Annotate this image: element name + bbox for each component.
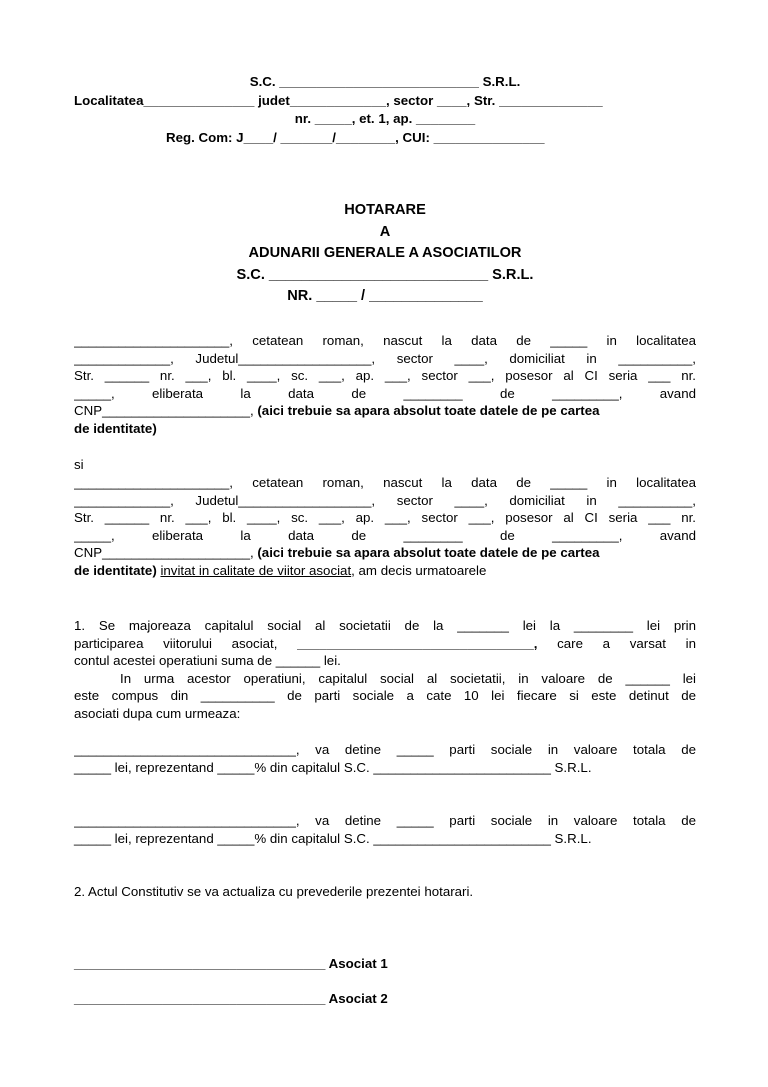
title-line-5: NR. _____ / ______________ [287, 288, 483, 304]
signature-label-2: Asociat 2 [328, 991, 388, 1006]
article-1-line-1: 1. Se majoreaza capitalul social al societatii de la _______ lei la ________ lei prin [74, 618, 696, 633]
shareholder-2-paragraph [74, 812, 696, 847]
shareholder-1-paragraph [74, 741, 696, 776]
header-registration-line: Reg. Com: J____/ _______/________, CUI: _______________ [166, 130, 545, 145]
title-line-1: HOTARARE [344, 202, 426, 218]
article-1-payment: care a varsat in [537, 635, 696, 651]
person-1-line-1: _____________________, cetatean roman, nascut la data de _____ in localitatea [74, 333, 696, 348]
article-1-paragraph [74, 617, 696, 723]
shareholder-2-line-1: ______________________________, va detine _____ parti sociale in valoare totala de [74, 813, 696, 828]
header-address-line: Localitatea_______________ judet_____________, sector ____, Str. ______________ [74, 93, 603, 108]
title-line-3: ADUNARII GENERALE A ASOCIATILOR [248, 245, 522, 261]
person-2-note: (aici trebuie sa apara absolut toate datele de pe cartea [257, 545, 600, 561]
article-1-new-associate-blank: ________________________________, [297, 635, 538, 651]
person-2-line-6 [74, 562, 696, 580]
person-2-line-1: _____________________, cetatean roman, nascut la data de _____ in localitatea [74, 475, 696, 490]
person-2-invited-text: invitat in calitate de viitor asociat [160, 562, 352, 578]
connector-text: si [74, 457, 84, 472]
person-1-cnp: CNP____________________, [74, 403, 258, 419]
person-1-line-6 [74, 420, 696, 438]
person-1-note: (aici trebuie sa apara absolut toate datele de pe cartea [257, 403, 600, 419]
document-title [74, 200, 696, 308]
shareholder-1-line-1: ______________________________, va detine _____ parti sociale in valoare totala de [74, 742, 696, 757]
person-2-paragraph [74, 474, 696, 580]
person-1-line-4: _____, eliberata la data de ________ de _________, avand [74, 385, 696, 401]
article-1-participation: participarea viitorului asociat, [74, 635, 298, 651]
article-1-line-2 [74, 635, 696, 653]
article-1-line-4: In urma acestor operatiuni, capitalul social al societatii, in valoare de ______ lei [120, 670, 696, 686]
person-1-note-end: de identitate) [74, 420, 157, 436]
header-company-line: S.C. ___________________________ S.R.L. [249, 74, 521, 89]
person-2-line-4: _____, eliberata la data de ________ de _________, avand [74, 527, 696, 543]
person-1-line-3: Str. ______ nr. ___, bl. ____, sc. ___, ap. ___, sector ___, posesor al CI seria ___ nr. [74, 368, 696, 384]
person-2-line-3: Str. ______ nr. ___, bl. ____, sc. ___, ap. ___, sector ___, posesor al CI seria ___ nr. [74, 510, 696, 526]
person-2-cnp: CNP____________________, [74, 545, 258, 561]
article-1-line-5: este compus din __________ de parti sociale a cate 10 lei fiecare si este detinut de [74, 688, 696, 704]
person-2-note-end: de identitate) [74, 562, 157, 578]
person-2-line-2: _____________, Judetul__________________, sector ____, domiciliat in __________, [74, 492, 696, 508]
article-1-line-6: asociati dupa cum urmeaza: [74, 705, 241, 721]
signature-associate-2 [74, 990, 696, 1008]
person-2-line-5 [74, 544, 696, 562]
person-1-line-5 [74, 402, 696, 420]
signature-associate-1 [74, 955, 696, 973]
title-line-2: A [379, 223, 391, 240]
shareholder-2-line-2: _____ lei, reprezentand _____% din capitalul S.C. ________________________ S.R.L. [74, 830, 592, 846]
person-2-decision-text: , am decis urmatoarele [351, 562, 487, 578]
article-1-line-3: contul acestei operatiuni suma de ______ lei. [74, 653, 341, 669]
header-number-line: nr. _____, et. 1, ap. ________ [294, 111, 476, 126]
shareholder-1-line-2: _____ lei, reprezentand _____% din capitalul S.C. ________________________ S.R.L. [74, 759, 592, 775]
title-line-4: S.C. ___________________________ S.R.L. [236, 266, 534, 283]
signature-label-1: Asociat 1 [328, 956, 388, 971]
person-1-line-2: _____________, Judetul__________________, sector ____, domiciliat in __________, [74, 350, 696, 366]
person-1-paragraph [74, 332, 696, 438]
signature-line-1: __________________________________ [74, 956, 329, 971]
article-2-paragraph: 2. Actul Constitutiv se va actualiza cu prevederile prezentei hotarari. [74, 884, 474, 899]
signature-line-2: __________________________________ [74, 991, 329, 1006]
